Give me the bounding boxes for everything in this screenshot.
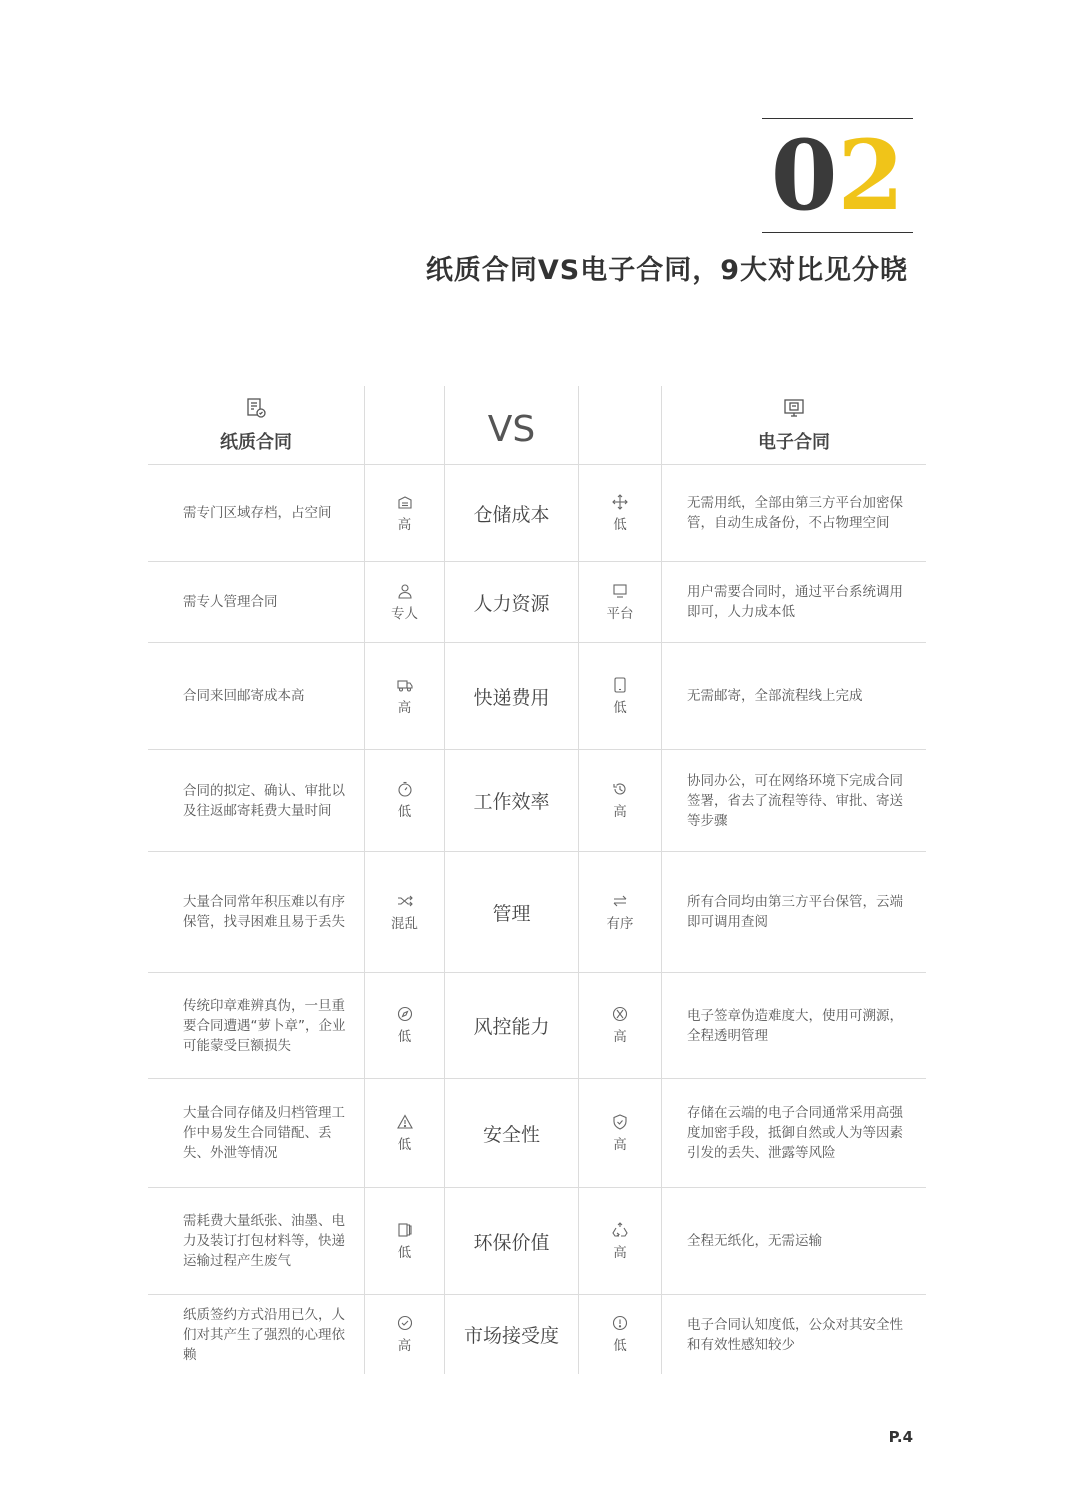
e-desc: 无需邮寄，全部流程线上完成 bbox=[687, 688, 863, 704]
e-level-label: 平台 bbox=[606, 605, 634, 622]
paper-desc: 纸质签约方式沿用已久，人们对其产生了强烈的心理依赖 bbox=[148, 1295, 365, 1374]
e-level bbox=[579, 465, 662, 561]
paper-level-label: 专人 bbox=[391, 605, 418, 622]
paper-level-label: 高 bbox=[397, 699, 412, 716]
e-desc: 用户需要合同时，通过平台系统调用即可，人力成本低 bbox=[687, 584, 903, 620]
section-number bbox=[762, 118, 913, 233]
table-header bbox=[148, 386, 926, 465]
paper-desc: 合同的拟定、确认、审批以及往返邮寄耗费大量时间 bbox=[148, 750, 365, 851]
paper-level-label: 混乱 bbox=[391, 915, 418, 932]
compass-icon bbox=[397, 1006, 413, 1022]
timer-icon bbox=[397, 781, 413, 797]
table-row bbox=[148, 1295, 926, 1374]
swap-icon bbox=[612, 893, 628, 909]
header-vs: VS bbox=[445, 386, 579, 464]
paper-desc: 合同来回邮寄成本高 bbox=[148, 643, 365, 749]
e-desc: 协同办公，可在网络环境下完成合同签署，省去了流程等待、审批、寄送等步骤 bbox=[687, 772, 903, 829]
page-title: 纸质合同VS电子合同，9大对比见分晓 bbox=[425, 255, 908, 286]
e-level bbox=[579, 643, 662, 749]
e-level-label: 有序 bbox=[606, 915, 634, 932]
e-level bbox=[579, 852, 662, 972]
paper-level-label: 低 bbox=[397, 1136, 412, 1153]
e-level-label: 低 bbox=[613, 699, 627, 716]
paper-desc: 需专门区域存档，占空间 bbox=[148, 465, 365, 561]
e-desc: 全程无纸化，无需运输 bbox=[687, 1233, 822, 1249]
paper-level-label: 低 bbox=[397, 804, 412, 820]
dimension: 仓储成本 bbox=[445, 465, 579, 561]
paper-level bbox=[365, 1188, 445, 1294]
paper-stack-icon bbox=[397, 1222, 413, 1238]
header-spacer-left bbox=[365, 386, 445, 464]
e-desc: 无需用纸，全部由第三方平台加密保管，自动生成备份，不占物理空间 bbox=[687, 495, 903, 531]
monitor-icon bbox=[783, 397, 805, 419]
paper-level bbox=[365, 750, 445, 851]
header-spacer-right bbox=[579, 386, 662, 464]
dimension: 工作效率 bbox=[445, 750, 579, 851]
e-level bbox=[579, 1188, 662, 1294]
comparison-table bbox=[148, 386, 926, 1374]
paper-contract-icon bbox=[245, 397, 267, 419]
header-electronic bbox=[662, 386, 926, 464]
truck-icon bbox=[397, 677, 413, 693]
check-circle-icon bbox=[397, 1315, 413, 1331]
e-desc: 所有合同均由第三方平台保管，云端即可调用查阅 bbox=[687, 894, 903, 930]
paper-desc: 需专人管理合同 bbox=[148, 562, 365, 642]
paper-level bbox=[365, 643, 445, 749]
table-row bbox=[148, 750, 926, 852]
e-level bbox=[579, 750, 662, 851]
table-row bbox=[148, 1188, 926, 1295]
paper-desc: 传统印章难辨真伪，一旦重要合同遭遇“萝卜章”，企业可能蒙受巨额损失 bbox=[148, 973, 365, 1078]
e-level bbox=[579, 1295, 662, 1374]
e-level-label: 低 bbox=[613, 1338, 627, 1354]
paper-level-label: 低 bbox=[397, 1029, 412, 1045]
tablet-icon bbox=[612, 677, 628, 693]
table-row bbox=[148, 973, 926, 1079]
section-number-first-digit: 0 bbox=[770, 118, 838, 232]
paper-level-label: 低 bbox=[397, 1244, 412, 1261]
table-row bbox=[148, 643, 926, 750]
paper-level bbox=[365, 562, 445, 642]
paper-level bbox=[365, 852, 445, 972]
e-desc: 电子签章伪造难度大，使用可溯源，全程透明管理 bbox=[687, 1007, 903, 1044]
e-level-label: 高 bbox=[613, 1244, 627, 1261]
dimension: 环保价值 bbox=[445, 1188, 579, 1294]
paper-level-label: 高 bbox=[397, 516, 412, 533]
paper-level bbox=[365, 1079, 445, 1187]
e-level bbox=[579, 562, 662, 642]
move-icon bbox=[612, 494, 628, 510]
e-level-label: 高 bbox=[613, 1029, 627, 1045]
paper-desc: 需耗费大量纸张、油墨、电力及装订打包材料等，快递运输过程产生废气 bbox=[148, 1188, 365, 1294]
header-paper-label: 纸质合同 bbox=[220, 432, 292, 453]
header-paper bbox=[148, 386, 365, 464]
screen-icon bbox=[612, 583, 628, 599]
no-stamp-icon bbox=[612, 1006, 628, 1022]
dimension: 人力资源 bbox=[445, 562, 579, 642]
table-row bbox=[148, 852, 926, 973]
dimension: 安全性 bbox=[445, 1079, 579, 1187]
recycle-icon bbox=[612, 1222, 628, 1238]
e-level-label: 低 bbox=[613, 516, 627, 533]
warehouse-icon bbox=[397, 494, 413, 510]
table-row bbox=[148, 465, 926, 562]
table-row bbox=[148, 562, 926, 643]
dimension: 市场接受度 bbox=[445, 1295, 579, 1374]
dimension: 快递费用 bbox=[445, 643, 579, 749]
e-desc: 电子合同认知度低，公众对其安全性和有效性感知较少 bbox=[687, 1316, 903, 1353]
alert-circle-icon bbox=[612, 1315, 628, 1331]
dimension: 风控能力 bbox=[445, 973, 579, 1078]
e-level bbox=[579, 1079, 662, 1187]
history-icon bbox=[612, 781, 628, 797]
e-level-label: 高 bbox=[613, 804, 627, 820]
person-icon bbox=[397, 583, 413, 599]
dimension: 管理 bbox=[445, 852, 579, 972]
e-level-label: 高 bbox=[613, 1136, 627, 1153]
page-number: P.4 bbox=[888, 1428, 913, 1446]
table-row bbox=[148, 1079, 926, 1188]
e-desc: 存储在云端的电子合同通常采用高强度加密手段，抵御自然或人为等因素引发的丢失、泄露等风险 bbox=[687, 1105, 903, 1161]
warning-icon bbox=[397, 1114, 413, 1130]
paper-level bbox=[365, 1295, 445, 1374]
paper-desc: 大量合同存储及归档管理工作中易发生合同错配、丢失、外泄等情况 bbox=[148, 1079, 365, 1187]
paper-level bbox=[365, 973, 445, 1078]
e-level bbox=[579, 973, 662, 1078]
paper-desc: 大量合同常年积压难以有序保管，找寻困难且易于丢失 bbox=[148, 852, 365, 972]
paper-level-label: 高 bbox=[397, 1338, 412, 1354]
paper-level bbox=[365, 465, 445, 561]
shuffle-icon bbox=[397, 893, 413, 909]
header-electronic-label: 电子合同 bbox=[758, 432, 830, 453]
shield-icon bbox=[612, 1114, 628, 1130]
section-number-second-digit: 2 bbox=[837, 118, 905, 232]
